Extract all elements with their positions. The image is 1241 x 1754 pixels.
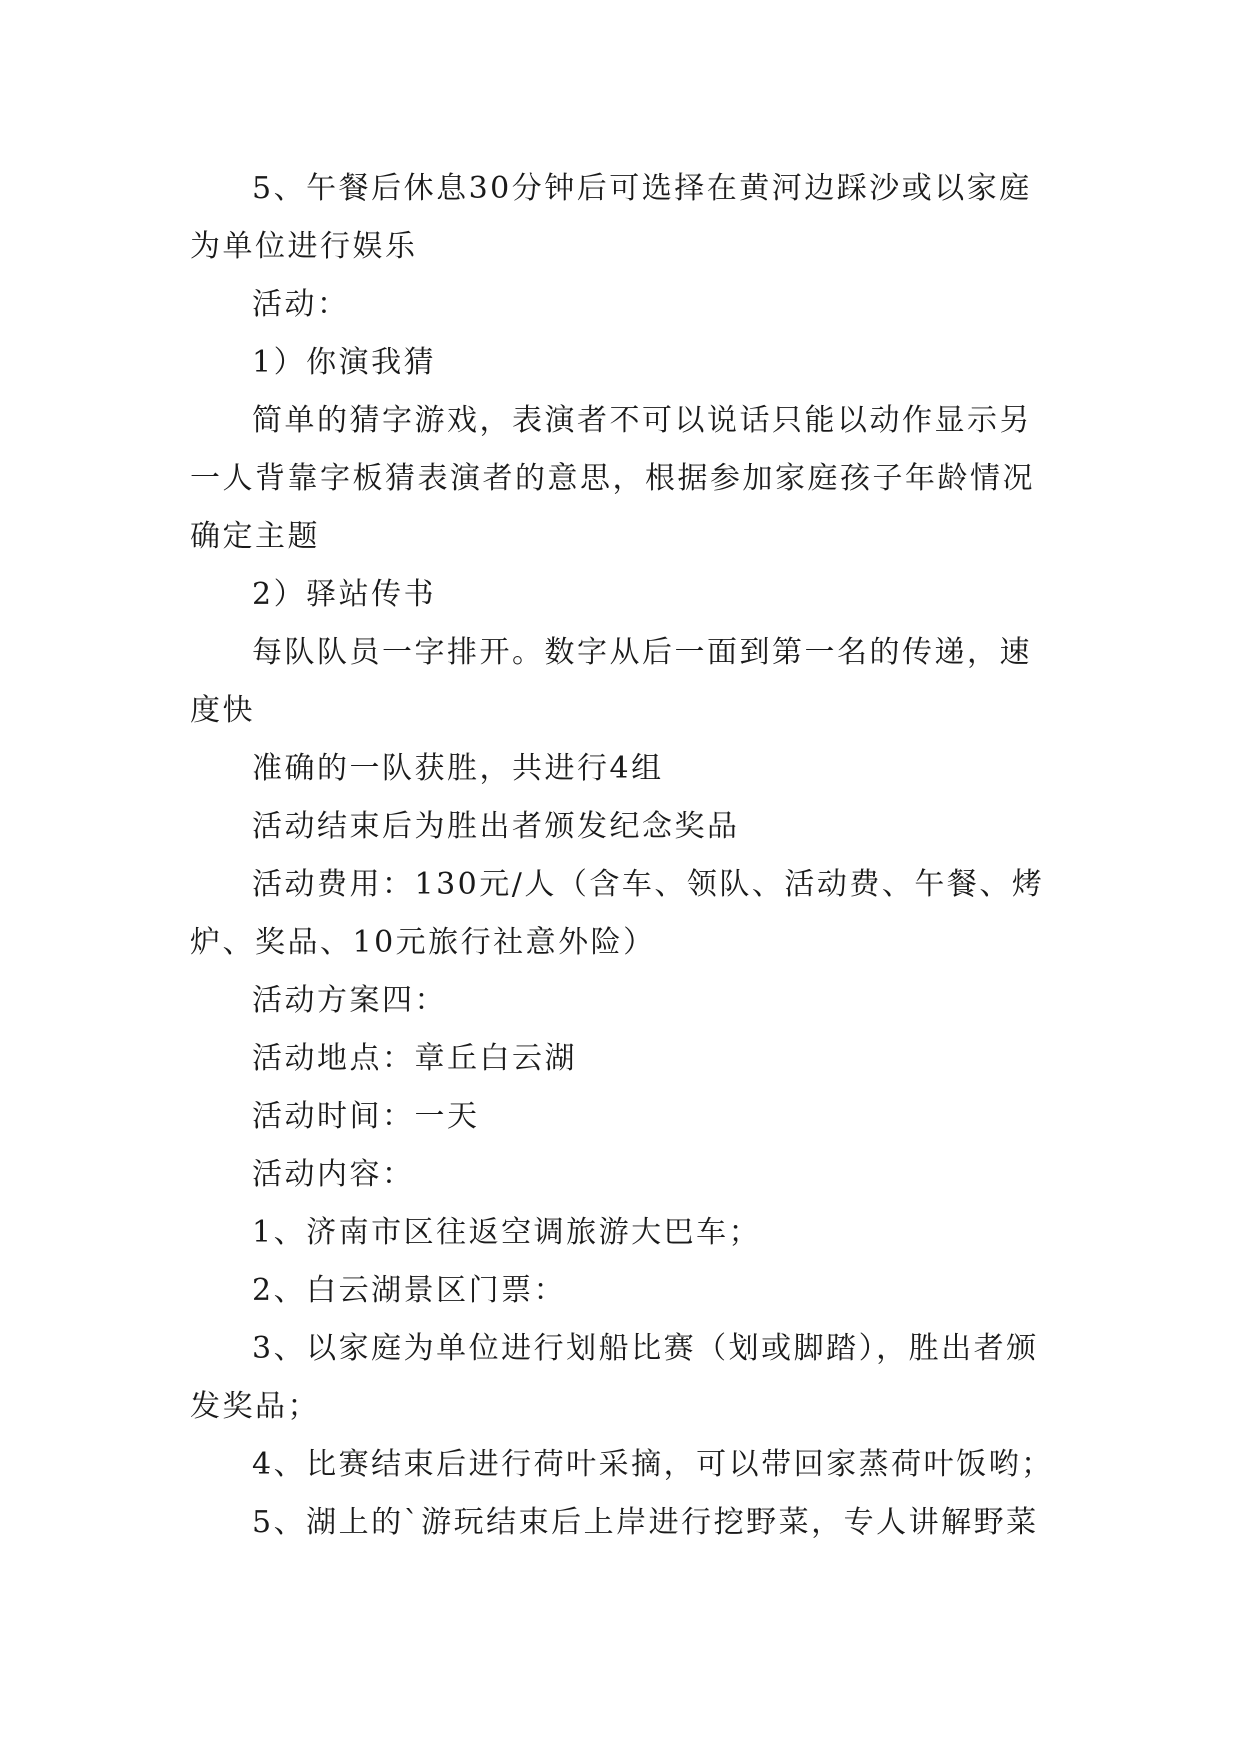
paragraph: 5、午餐后休息30分钟后可选择在黄河边踩沙或以家庭为单位进行娱乐	[190, 171, 1032, 264]
paragraph: 简单的猜字游戏，表演者不可以说话只能以动作显示另一人背靠字板猜表演者的意思，根据参加家庭孩子年龄情况确定主题	[190, 403, 1035, 554]
paragraph: 活动内容：	[252, 1157, 415, 1192]
paragraph: 2）驿站传书	[252, 577, 437, 612]
paragraph: 每队队员一字排开。数字从后一面到第一名的传递，速度快	[190, 635, 1032, 728]
paragraph: 3、以家庭为单位进行划船比赛（划或脚踏），胜出者颁发奖品；	[190, 1331, 1039, 1424]
paragraph: 准确的一队获胜，共进行4组	[252, 751, 664, 786]
paragraph: 活动时间：一天	[252, 1099, 480, 1134]
paragraph: 活动方案四：	[252, 983, 447, 1018]
paragraph: 活动费用：130元/人（含车、领队、活动费、午餐、烤炉、奖品、10元旅行社意外险）	[190, 867, 1045, 960]
paragraph: 活动地点：章丘白云湖	[252, 1041, 577, 1076]
paragraph: 1）你演我猜	[252, 345, 437, 380]
paragraph: 5、湖上的`游玩结束后上岸进行挖野菜，专人讲解野菜	[252, 1505, 1039, 1540]
paragraph: 4、比赛结束后进行荷叶采摘，可以带回家蒸荷叶饭哟；	[252, 1447, 1054, 1482]
paragraph: 1、济南市区往返空调旅游大巴车；	[252, 1215, 762, 1250]
paragraph: 活动：	[252, 287, 350, 322]
paragraph: 2、白云湖景区门票：	[252, 1273, 567, 1308]
paragraph: 活动结束后为胜出者颁发纪念奖品	[252, 809, 740, 844]
document-body	[190, 160, 1060, 1552]
